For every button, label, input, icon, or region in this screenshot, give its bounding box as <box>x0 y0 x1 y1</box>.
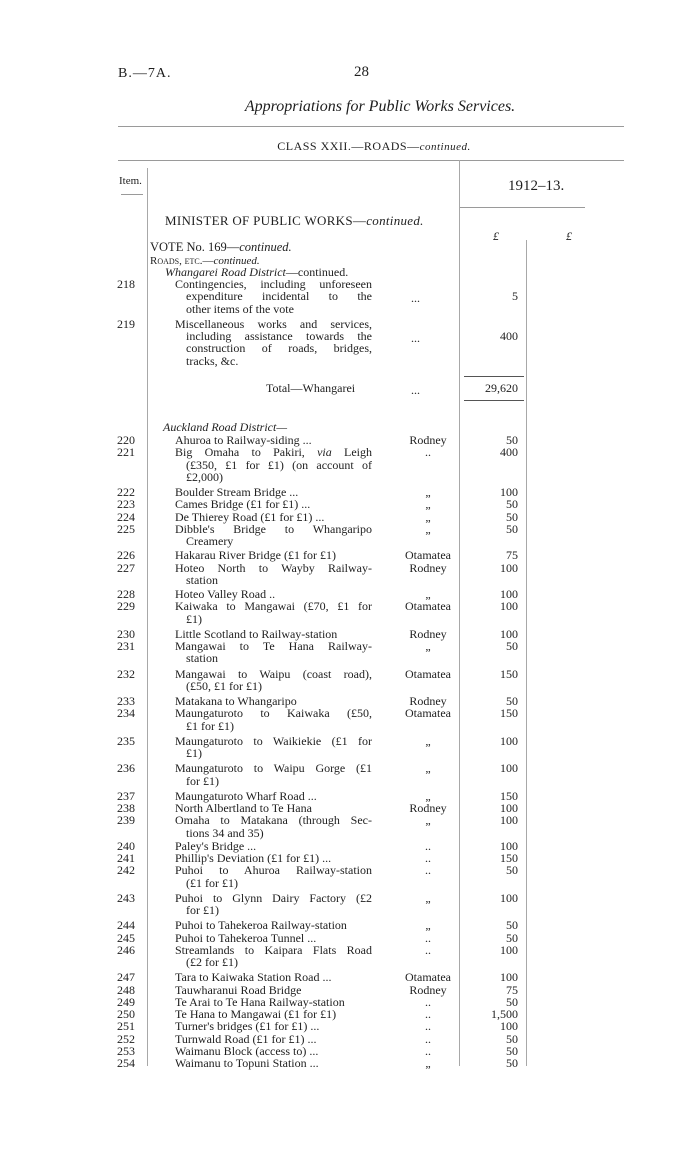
item-description: Cames Bridge (£1 for £1) ... <box>175 497 311 512</box>
county-name: „ <box>425 890 431 905</box>
item-amount: 150 <box>500 706 518 721</box>
item-amount: 100 <box>500 733 518 748</box>
county-name: Rodney <box>409 982 447 997</box>
item-description: Boulder Stream Bridge ... <box>175 485 299 499</box>
item-amount: 50 <box>506 694 518 708</box>
item-number: 218 <box>117 277 135 291</box>
county-name: „ <box>425 639 431 653</box>
item-amount: 100 <box>500 970 518 985</box>
currency-symbol-amount: £ <box>493 229 499 243</box>
item-number: 246 <box>117 942 135 957</box>
county-name: .. <box>425 1031 431 1046</box>
item-description: Puhoi to Glynn Dairy Factory (£2 <box>175 890 372 905</box>
county-name: ... <box>411 291 420 306</box>
item-description: (£1 for £1) <box>186 875 238 890</box>
item-amount: 100 <box>500 626 518 641</box>
item-amount: 100 <box>500 1019 518 1034</box>
item-description: £1) <box>186 746 202 760</box>
item-number: 236 <box>117 761 135 776</box>
item-number: 250 <box>117 1007 135 1021</box>
item-description: Waimanu to Topuni Station ... <box>175 1056 319 1070</box>
county-name: „ <box>425 497 431 512</box>
county-name: „ <box>425 1056 431 1070</box>
county-name: Otamatea <box>405 706 451 721</box>
item-description: Puhoi to Ahuroa Railway-station <box>175 863 372 878</box>
item-description: Miscellaneous works and services, <box>175 316 372 331</box>
item-amount: 100 <box>500 838 518 853</box>
item-description: Tara to Kaiwaka Station Road ... <box>175 970 332 985</box>
item-description: Big Omaha to Pakiri, via Leigh <box>175 445 372 460</box>
item-description: De Thierey Road (£1 for £1) ... <box>175 509 325 524</box>
item-description: other items of the vote <box>186 301 294 316</box>
item-amount: 150 <box>500 666 518 681</box>
document-reference: B.—7A. <box>118 66 172 81</box>
header-rule <box>118 126 624 127</box>
class-heading: CLASS XXII.—ROADS—continued. <box>277 139 471 153</box>
item-description: Maungaturoto to Kaiwaka (£50, <box>175 706 372 721</box>
county-name: „ <box>425 813 431 828</box>
county-name: „ <box>425 788 431 803</box>
item-number: 234 <box>117 706 135 721</box>
item-amount: 50 <box>506 918 518 933</box>
county-name: .. <box>425 942 431 957</box>
county-name: Rodney <box>409 801 447 815</box>
item-description: £1 for £1) <box>186 718 234 733</box>
item-amount: 50 <box>506 1031 518 1046</box>
item-amount: 50 <box>506 930 518 945</box>
item-description: Omaha to Matakana (through Sec- <box>175 813 372 828</box>
total-amount: 29,620 <box>485 381 518 395</box>
item-number: 229 <box>117 599 135 614</box>
item-amount: 5 <box>512 289 518 304</box>
total-dots: ... <box>411 383 420 397</box>
item-amount: 75 <box>506 548 518 563</box>
item-description: (£2 for £1) <box>186 955 238 969</box>
item-amount: 50 <box>506 1043 518 1058</box>
item-number: 241 <box>117 851 135 865</box>
currency-symbol-total: £ <box>566 229 572 243</box>
county-name: .. <box>425 930 431 945</box>
county-name: „ <box>425 485 431 499</box>
item-description: North Albertland to Te Hana <box>175 801 312 815</box>
whangarei-heading: Whangarei Road District—continued. <box>165 265 349 279</box>
page-title: Appropriations for Public Works Services. <box>244 98 516 115</box>
item-number: 233 <box>117 694 135 708</box>
county-name: .. <box>425 445 431 460</box>
county-name: Otamatea <box>405 548 451 563</box>
county-name: .. <box>425 994 431 1009</box>
item-description: Maungaturoto Wharf Road ... <box>175 788 317 803</box>
item-description: (£350, £1 for £1) (on account of <box>186 457 372 472</box>
item-number: 242 <box>117 863 135 878</box>
item-description: Maungaturoto to Waipu Gorge (£1 <box>175 761 372 776</box>
item-amount: 150 <box>500 851 518 865</box>
item-amount: 100 <box>500 801 518 815</box>
county-name: Rodney <box>409 626 447 641</box>
county-name: „ <box>425 509 431 524</box>
vote-heading: VOTE No. 169—continued. <box>150 240 292 254</box>
item-number: 253 <box>117 1043 135 1058</box>
item-description: station <box>186 651 218 666</box>
item-amount: 50 <box>506 639 518 653</box>
item-number: 231 <box>117 639 135 653</box>
item-description: station <box>186 572 218 587</box>
item-description: Kaiwaka to Mangawai (£70, £1 for <box>175 599 372 614</box>
item-amount: 50 <box>506 497 518 512</box>
item-number: 252 <box>117 1031 135 1046</box>
item-description: Turnwald Road (£1 for £1) ... <box>175 1031 317 1046</box>
item-description: Creamery <box>186 534 234 548</box>
county-name: Rodney <box>409 694 447 708</box>
item-number: 222 <box>117 485 135 499</box>
county-name: .. <box>425 1043 431 1058</box>
total-label: Total—Whangarei <box>266 381 356 395</box>
item-amount: 50 <box>506 863 518 878</box>
roads-heading: Roads, etc.—continued. <box>150 255 260 267</box>
item-number: 237 <box>117 788 135 803</box>
item-number: 239 <box>117 813 135 828</box>
item-description: £2,000) <box>186 469 223 484</box>
county-name: Otamatea <box>405 599 451 614</box>
county-name: Rodney <box>409 560 447 575</box>
item-description: Hoteo Valley Road .. <box>175 587 276 601</box>
item-amount: 400 <box>500 329 518 343</box>
item-amount: 50 <box>506 509 518 524</box>
item-description: £1) <box>186 611 202 626</box>
item-amount: 50 <box>506 1056 518 1070</box>
item-number: 219 <box>117 316 135 331</box>
county-name: „ <box>425 761 431 776</box>
item-number: 224 <box>117 509 135 524</box>
item-description: (£50, £1 for £1) <box>186 678 262 693</box>
item-amount: 100 <box>500 813 518 828</box>
county-name: .. <box>425 1007 431 1021</box>
item-number: 238 <box>117 801 135 815</box>
table-top-rule <box>118 160 624 161</box>
item-number: 247 <box>117 970 135 985</box>
item-number: 228 <box>117 587 135 601</box>
item-number: 254 <box>117 1056 135 1070</box>
item-description: Ahuroa to Railway-siding ... <box>175 433 312 447</box>
item-number: 251 <box>117 1019 135 1034</box>
item-description: for £1) <box>186 903 219 917</box>
item-number: 220 <box>117 433 135 447</box>
item-amount: 1,500 <box>491 1007 518 1021</box>
item-description: Turner's bridges (£1 for £1) ... <box>175 1019 320 1034</box>
item-description: Hoteo North to Wayby Railway- <box>175 560 372 575</box>
item-amount: 100 <box>500 560 518 575</box>
item-description: Puhoi to Tahekeroa Railway-station <box>175 918 347 933</box>
item-amount: 100 <box>500 942 518 957</box>
page-number: 28 <box>354 64 369 80</box>
item-description: Little Scotland to Railway-station <box>175 626 338 641</box>
item-column-rule <box>147 168 148 1066</box>
year-underline <box>460 207 585 208</box>
item-description: including assistance towards the <box>186 329 372 343</box>
item-number: 240 <box>117 838 135 853</box>
item-description: Waimanu Block (access to) ... <box>175 1043 319 1058</box>
county-name: Rodney <box>409 433 447 447</box>
item-amount: 50 <box>506 521 518 536</box>
item-amount: 100 <box>500 890 518 905</box>
item-number: 244 <box>117 918 135 933</box>
county-name: Otamatea <box>405 666 451 681</box>
item-description: Dibble's Bridge to Whangaripo <box>175 521 372 536</box>
county-name: .. <box>425 863 431 878</box>
item-amount: 100 <box>500 485 518 499</box>
county-name: .. <box>425 838 431 853</box>
item-number: 226 <box>117 548 135 563</box>
county-name: „ <box>425 587 431 601</box>
item-number: 232 <box>117 666 135 681</box>
item-number: 249 <box>117 994 135 1009</box>
auckland-heading: Auckland Road District— <box>163 420 287 434</box>
county-name: „ <box>425 733 431 748</box>
column-header-item: Item. <box>119 175 142 187</box>
item-amount: 100 <box>500 599 518 614</box>
item-number: 223 <box>117 497 135 512</box>
item-amount: 150 <box>500 788 518 803</box>
item-description: Phillip's Deviation (£1 for £1) ... <box>175 851 332 865</box>
item-description: Tauwharanui Road Bridge <box>175 982 302 997</box>
item-description: Contingencies, including unforeseen <box>175 277 372 291</box>
item-number: 225 <box>117 521 135 536</box>
item-amount: 100 <box>500 761 518 776</box>
amount-divider-rule <box>526 240 527 1066</box>
minister-heading: MINISTER OF PUBLIC WORKS—continued. <box>165 213 424 228</box>
item-number: 221 <box>117 445 135 460</box>
item-description: Streamlands to Kaipara Flats Road <box>175 942 372 957</box>
item-description: Mangawai to Waipu (coast road), <box>175 666 372 681</box>
item-amount: 400 <box>500 445 518 460</box>
item-amount: 100 <box>500 587 518 601</box>
county-name: .. <box>425 851 431 865</box>
column-header-year: 1912–13. <box>508 178 565 194</box>
item-description: Te Hana to Mangawai (£1 for £1) <box>175 1007 337 1021</box>
item-number: 235 <box>117 733 135 748</box>
item-amount: 50 <box>506 433 518 447</box>
item-description: tions 34 and 35) <box>186 825 264 840</box>
total-rule-top <box>464 376 524 377</box>
county-name: Otamatea <box>405 970 451 985</box>
item-description: Maungaturoto to Waikiekie (£1 for <box>175 733 372 748</box>
item-number: 248 <box>117 982 135 997</box>
county-name: „ <box>425 521 431 536</box>
item-number: 243 <box>117 890 135 905</box>
item-description: Mangawai to Te Hana Railway- <box>175 639 372 653</box>
item-amount: 50 <box>506 994 518 1009</box>
item-description: Paley's Bridge ... <box>175 838 257 853</box>
county-name: „ <box>425 918 431 933</box>
item-description: Puhoi to Tahekeroa Tunnel ... <box>175 930 317 945</box>
item-number: 230 <box>117 626 135 641</box>
item-description: Te Arai to Te Hana Railway-station <box>175 994 345 1009</box>
item-number: 227 <box>117 560 135 575</box>
item-underline <box>121 194 143 195</box>
item-description: construction of roads, bridges, <box>186 341 372 356</box>
item-description: tracks, &c. <box>186 353 239 368</box>
item-amount: 75 <box>506 982 518 997</box>
item-number: 245 <box>117 930 135 945</box>
county-name: ... <box>411 331 420 345</box>
item-description: for £1) <box>186 773 219 788</box>
item-description: Matakana to Whangaripo <box>175 694 297 708</box>
county-name: .. <box>425 1019 431 1034</box>
item-description: expenditure incidental to the <box>186 289 372 304</box>
item-description: Hakarau River Bridge (£1 for £1) <box>175 548 336 563</box>
total-rule-bottom <box>464 400 524 401</box>
